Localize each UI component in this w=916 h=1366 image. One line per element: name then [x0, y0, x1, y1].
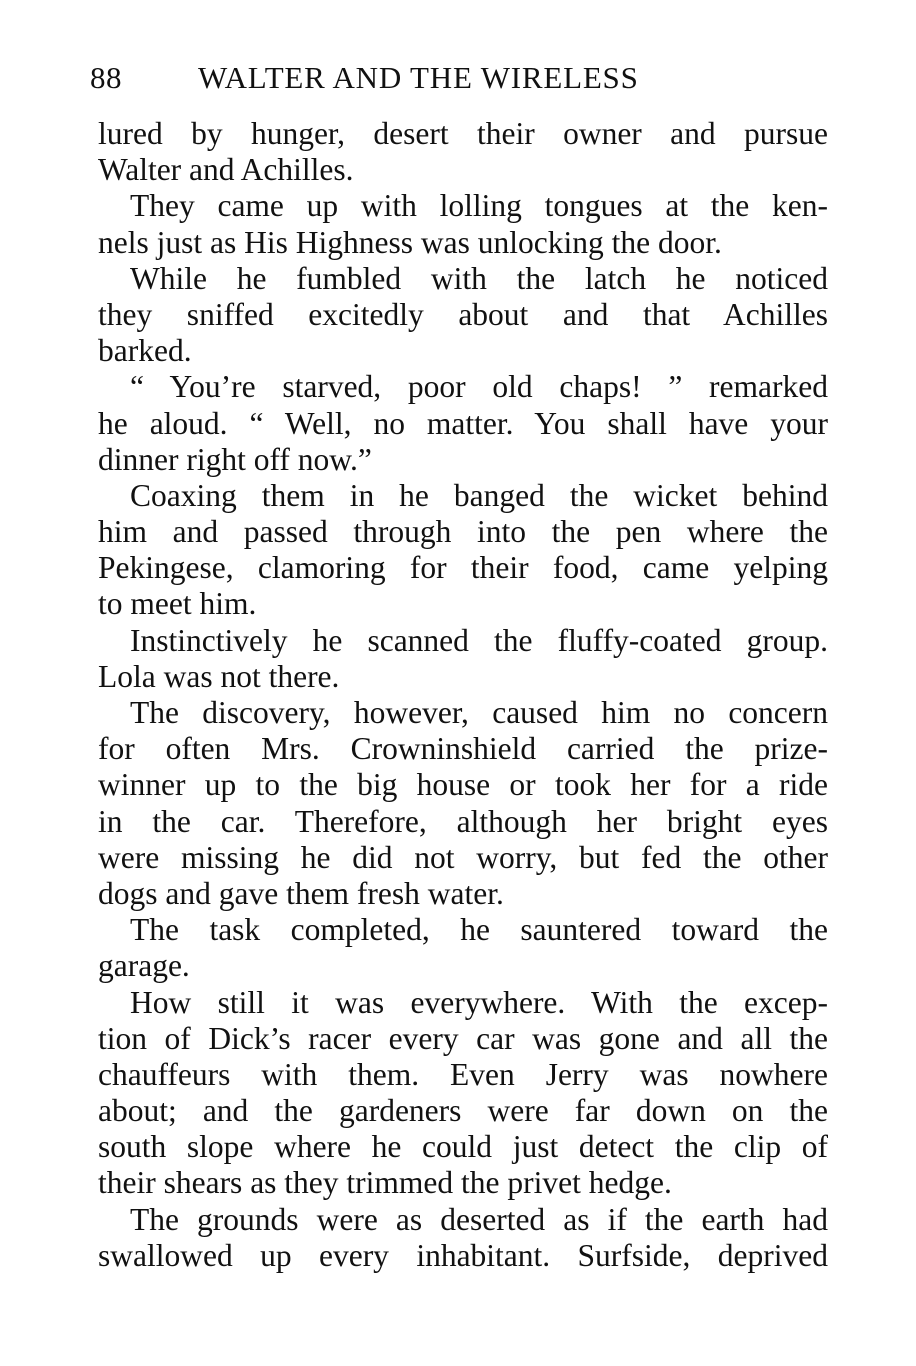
text-line: Instinctively he scanned the fluffy-coated group.	[130, 622, 828, 658]
paragraph	[98, 369, 828, 478]
paragraph	[98, 1202, 828, 1274]
text-line: Lola was not there.	[98, 658, 340, 694]
text-line: in the car. Therefore, although her bright eyes	[98, 803, 828, 839]
text-line: him and passed through into the pen where the	[98, 514, 828, 550]
paragraph	[98, 116, 828, 188]
text-line: south slope where he could just detect the clip of	[98, 1129, 828, 1165]
text-line: The grounds were as deserted as if the earth had	[130, 1201, 828, 1237]
text-line: Pekingese, clamoring for their food, came yelping	[98, 550, 828, 586]
text-line: they sniffed excitedly about and that Achilles	[98, 296, 828, 332]
text-line: their shears as they trimmed the privet hedge.	[98, 1165, 672, 1201]
text-line: dinner right off now.”	[98, 441, 372, 477]
text-line: How still it was everywhere. With the excep-	[130, 984, 828, 1020]
text-line: Walter and Achilles.	[98, 152, 354, 188]
text-line: The task completed, he sauntered toward the	[130, 912, 828, 948]
text-line: lured by hunger, desert their owner and pursue	[98, 116, 828, 151]
book-title: WALTER AND THE WIRELESS	[198, 60, 639, 95]
text-line: chauffeurs with them. Even Jerry was nowhere	[98, 1056, 828, 1092]
page-number: 88	[90, 60, 122, 95]
text-line: While he fumbled with the latch he noticed	[130, 260, 828, 296]
text-line: to meet him.	[98, 586, 257, 622]
paragraph	[98, 912, 828, 984]
text-line: They came up with lolling tongues at the ken-	[130, 188, 828, 224]
running-head	[90, 60, 730, 96]
text-line: were missing he did not worry, but fed the other	[98, 839, 828, 875]
text-line: winner up to the big house or took her for a ride	[98, 767, 828, 803]
paragraph	[98, 623, 828, 695]
text-line: about; and the gardeners were far down on the	[98, 1093, 828, 1129]
paragraph	[98, 478, 828, 623]
paragraph	[98, 261, 828, 370]
text-line: swallowed up every inhabitant. Surfside, deprived	[98, 1237, 828, 1273]
text-line: tion of Dick’s racer every car was gone and all the	[98, 1020, 828, 1056]
text-line: for often Mrs. Crowninshield carried the prize-	[98, 731, 828, 767]
paragraph	[98, 695, 828, 912]
text-line: dogs and gave them fresh water.	[98, 875, 504, 911]
text-line: he aloud. “ Well, no matter. You shall have your	[98, 405, 828, 441]
text-line: “ You’re starved, poor old chaps! ” remarked	[130, 369, 828, 405]
text-line: nels just as His Highness was unlocking the door.	[98, 224, 722, 260]
paragraph	[98, 188, 828, 260]
body-text	[98, 116, 828, 1274]
paragraph	[98, 985, 828, 1202]
text-line: barked.	[98, 333, 192, 369]
text-line: garage.	[98, 948, 190, 984]
text-line: Coaxing them in he banged the wicket behind	[130, 477, 828, 513]
text-line: The discovery, however, caused him no concern	[130, 695, 828, 730]
